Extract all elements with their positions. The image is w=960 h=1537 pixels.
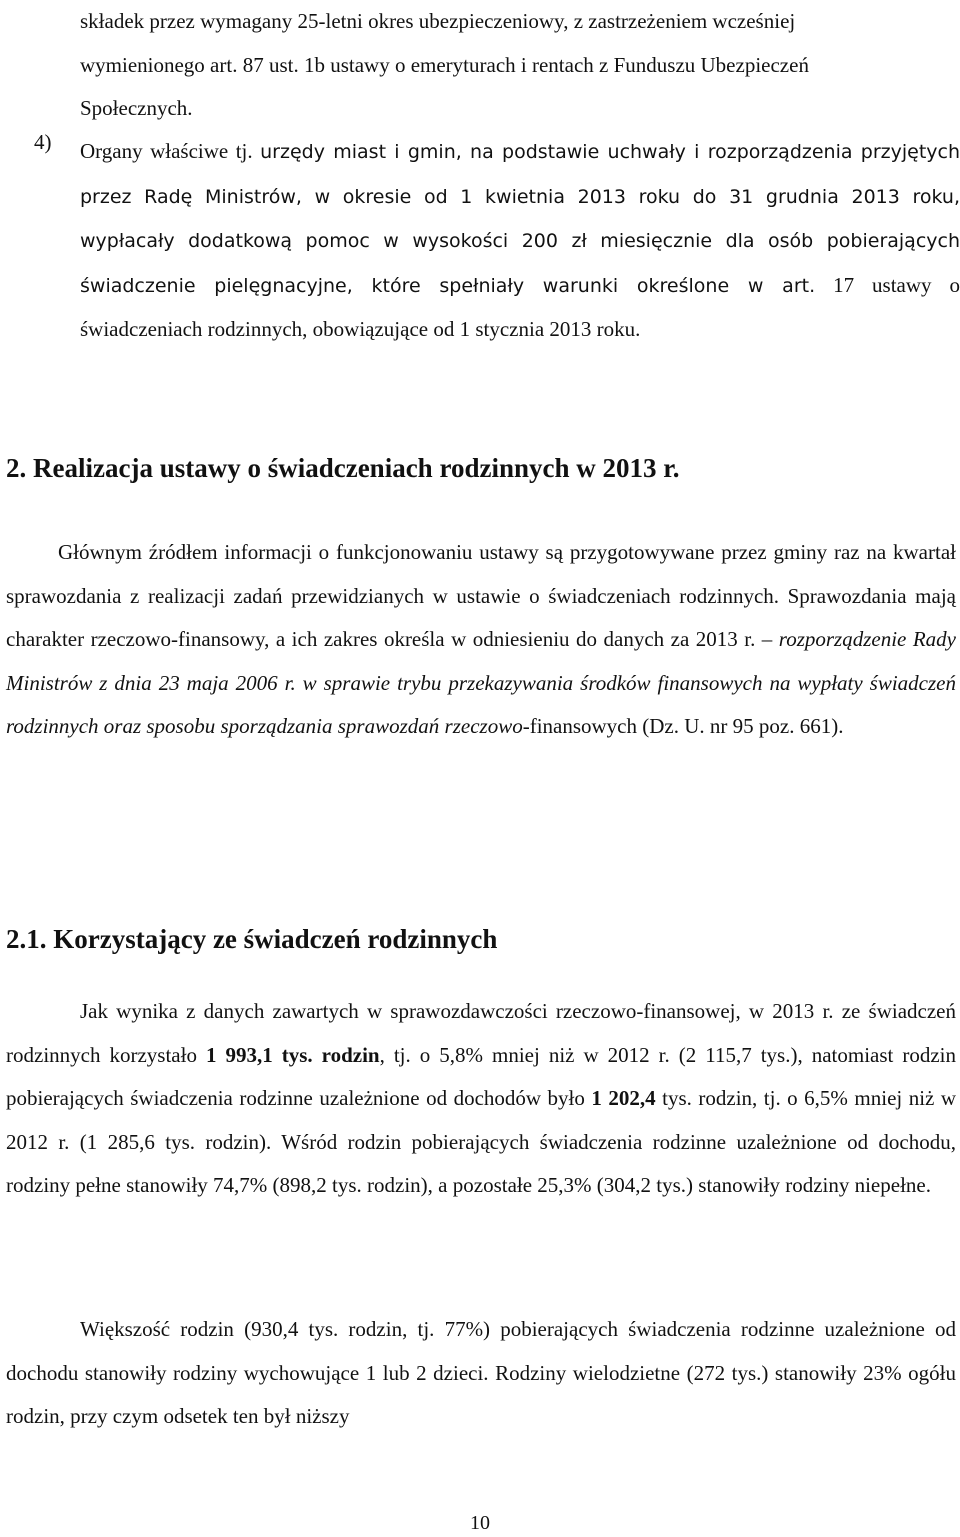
continuation-line: wymienionego art. 87 ust. 1b ustawy o emeryturach i rentach z Funduszu Ubezpieczeń — [80, 52, 809, 77]
list-item-tail: 17 ustawy o świadczeniach rodzinnych, obowiązujące od 1 stycznia 2013 roku. — [80, 272, 960, 341]
paragraph-bold: 1 202,4 — [591, 1086, 656, 1110]
paragraph-bold: 1 993,1 tys. rodzin — [205, 1042, 380, 1067]
paragraph-italic: rozporządzenie Rady Ministrów z dnia 23 maja 2006 r. w sprawie trybu przekazywania środków finansowych na wypłaty świadczeń rodzinnych oraz sposobu sporządzania sprawozdań rzeczowo — [6, 627, 956, 738]
list-number: 4) — [34, 130, 52, 154]
paragraph — [6, 990, 956, 1208]
list-item-text — [80, 130, 960, 352]
paragraph-text: Większość rodzin (930,4 tys. rodzin, tj. 77%) pobierających świadczenia rodzinne uzależnione od dochodu stanowiły rodziny wychowujące 1 lub 2 dzieci. Rodziny wielodzietne (272 tys.) stanowiły 23% ogółu rodzin, przy czym odsetek ten był niższy — [6, 1317, 956, 1428]
list-item-sans-text: urzędy miast i gmin, na podstawie uchwały i rozporządzenia przyjętych przez Radę Ministrów, w okresie od 1 kwietnia 2013 roku do 31 grudnia 2013 roku, wypłacały dodatkową pomoc w wysokości 200 zł miesięcznie dla osób pobierających świadczenie pielęgnacyjne, które spełniały warunki określone w art. — [80, 141, 960, 297]
paragraph — [6, 1308, 956, 1439]
continuation-line: Społecznych. — [80, 96, 193, 120]
section-heading: 2. Realizacja ustawy o świadczeniach rodzinnych w 2013 r. — [6, 453, 680, 483]
list-item-4 — [34, 130, 960, 352]
continuation-paragraph — [80, 0, 960, 131]
paragraph — [6, 531, 956, 749]
continuation-line: składek przez wymagany 25-letni okres ubezpieczeniowy, z zastrzeżeniem wcześniej — [80, 9, 796, 33]
paragraph-text: Jak wynika z danych zawartych w sprawozdawczości rzeczowo-finansowej, w 2013 r. ze świadczeń rodzinnych korzystało — [6, 999, 956, 1067]
list-item-lead: Organy właściwe tj. — [80, 139, 253, 163]
subsection-heading: 2.1. Korzystający ze świadczeń rodzinnych — [6, 924, 498, 954]
paragraph-text: Głównym źródłem informacji o funkcjonowaniu ustawy są przygotowywane przez gminy raz na kwartał sprawozdania z realizacji zadań przewidzianych w ustawie o świadczeniach rodzinnych. Sprawozdania mają charakter rzeczowo-finansowy, a ich zakres określa w odniesieniu do danych za 2013 r. – — [6, 540, 956, 651]
paragraph-text: -finansowych (Dz. U. nr 95 poz. 661). — [522, 714, 844, 738]
page-number: 10 — [470, 1512, 490, 1534]
paragraph-text: , tj. o 5,8% mniej niż w 2012 r. (2 115,7 tys.), natomiast rodzin pobierających świadczenia rodzinne uzależnione od dochodów było — [6, 1042, 957, 1110]
paragraph-text: tys. rodzin, tj. o 6,5% mniej niż w 2012 r. (1 285,6 tys. rodzin). Wśród rodzin pobierających świadczenia rodzinne uzależnione od dochodu, rodziny pełne stanowiły 74,7% (898,2 tys. rodzin), a pozostałe 25,3% (304,2 tys.) stanowiły rodziny niepełne. — [6, 1086, 957, 1197]
